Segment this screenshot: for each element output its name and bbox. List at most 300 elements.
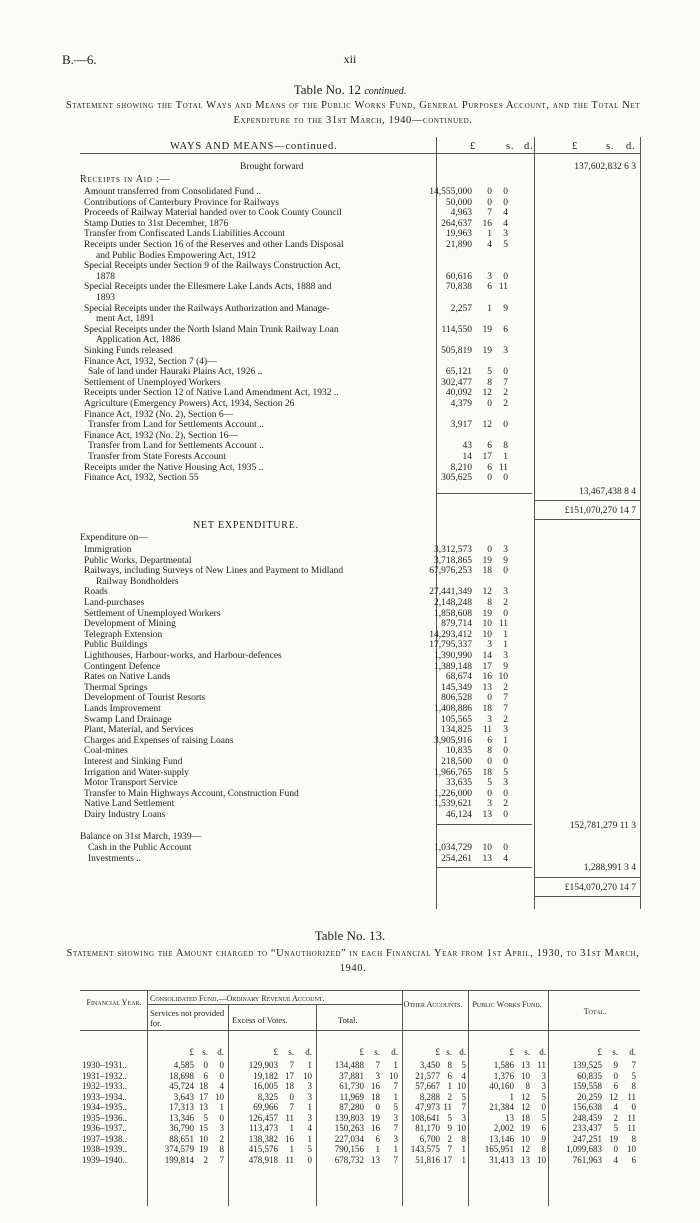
t13-cell: 17 <box>443 1154 452 1165</box>
t13-unit: d. <box>539 1047 546 1057</box>
t13-cell: 1 <box>393 1091 398 1102</box>
row-shillings: 8 <box>487 746 492 757</box>
t13-cell: 134,488 <box>334 1060 364 1070</box>
t13-cell: 4 <box>613 1102 618 1112</box>
t13-cell: 1 <box>307 1102 312 1112</box>
row-shillings: 4 <box>487 240 492 250</box>
t13-year: 1938–1939.. <box>82 1144 127 1154</box>
t13-cell: 10 <box>457 1081 466 1091</box>
t13-cell: 2 <box>203 1154 208 1165</box>
row-pounds: 68,674 <box>445 672 472 683</box>
table-row <box>0 1122 700 1133</box>
row-pounds: 1,858,608 <box>434 608 472 619</box>
net-total-rule <box>534 877 640 878</box>
t13-cell: 17 <box>285 1070 294 1081</box>
row-shillings: 6 <box>487 462 492 473</box>
t13-cell: 6 <box>447 1070 452 1081</box>
col-s-1: s. <box>506 141 515 152</box>
row-pounds: 1,539,621 <box>434 799 472 810</box>
t13-cell: 8,288 <box>419 1091 440 1102</box>
t13-units-row <box>0 1046 700 1058</box>
t13-cell: 5 <box>203 1112 208 1123</box>
t13-cell: 51,816 <box>415 1154 440 1165</box>
row-pence: 0 <box>503 197 508 208</box>
row-pence: 11 <box>498 462 508 473</box>
t13-unit: £ <box>597 1047 602 1057</box>
col-s-2: s. <box>606 141 615 152</box>
row-label: Transfer from Confiscated Lands Liabilities Account <box>84 229 285 240</box>
table-12-title <box>0 82 700 98</box>
t13-year: 1934–1935.. <box>82 1102 127 1112</box>
t13-head-consolidated: Consolidated Fund.—Ordinary Revenue Account. <box>150 994 325 1003</box>
t13-cell: 4 <box>461 1070 466 1081</box>
t13-cell: 16 <box>371 1081 380 1091</box>
t13-header-bottom-rule <box>80 1030 640 1031</box>
row-label: Settlement of Unemployed Workers <box>84 377 221 388</box>
brought-forward-row <box>80 161 640 173</box>
t13-cell: 3 <box>307 1091 312 1102</box>
row-pence: 3 <box>503 346 508 356</box>
row-shillings: 0 <box>487 197 492 208</box>
t13-cell: 139,803 <box>334 1112 364 1123</box>
row-pounds: 114,550 <box>441 324 472 335</box>
t13-cell: 0 <box>375 1102 380 1112</box>
t13-cell: 0 <box>289 1091 294 1102</box>
row-label: Coal-mines <box>84 746 128 757</box>
t13-unit: £ <box>273 1047 278 1057</box>
t13-cell: 0 <box>219 1112 224 1123</box>
row-label: Land-purchases <box>84 598 145 608</box>
row-pounds: 67,976,253 <box>429 566 472 577</box>
row-pounds: 4,379 <box>450 399 472 409</box>
row-pounds: 2,257 <box>450 303 472 314</box>
t13-cell: 3,450 <box>419 1060 440 1070</box>
page-number: xii <box>343 52 357 66</box>
t13-head-services: Services not provided for. <box>150 1008 225 1028</box>
t13-year: 1935–1936.. <box>82 1112 127 1123</box>
t13-cell: 6 <box>375 1133 380 1144</box>
t13-cell: 165,951 <box>484 1144 514 1154</box>
t13-cell: 3 <box>307 1112 312 1123</box>
t13-cell: 139,525 <box>572 1060 602 1070</box>
t13-head-fy: Financial Year. <box>86 998 142 1007</box>
t13-cell: 0 <box>541 1102 546 1112</box>
row-pence: 0 <box>503 608 508 619</box>
t13-cell: 3 <box>219 1123 224 1133</box>
table-row <box>0 1143 700 1154</box>
row-label: Receipts under the Native Housing Act, 1935 .. <box>84 462 264 473</box>
row-pounds: 14 <box>462 452 472 462</box>
balance-total-row <box>80 862 640 874</box>
row-shillings: 18 <box>482 566 492 577</box>
row-shillings: 6 <box>487 735 492 746</box>
row-pence: 0 <box>503 473 508 484</box>
row-label: Transfer to Main Highways Account, Construction Fund <box>84 788 299 799</box>
table-row <box>0 1133 700 1144</box>
t13-unit: s. <box>524 1047 530 1057</box>
t13-cell: 129,903 <box>248 1060 278 1070</box>
table-row <box>0 1091 700 1102</box>
row-pence: 1 <box>503 640 508 651</box>
t13-cell: 19 <box>199 1144 208 1154</box>
row-pence: 11 <box>498 282 508 293</box>
t13-head-other: Other Accounts. <box>403 1000 463 1009</box>
row-label: Railways, including Surveys of New Lines and Payment to Midland <box>84 566 344 577</box>
t13-cell: 126,457 <box>248 1112 278 1123</box>
t13-cell: 18 <box>521 1112 530 1123</box>
table-row <box>0 1112 700 1123</box>
t13-cell: 5 <box>461 1060 466 1070</box>
t13-cell: 233,437 <box>572 1123 602 1133</box>
t13-cell: 87,280 <box>339 1102 364 1112</box>
t13-cell: 2 <box>447 1133 452 1144</box>
t13-cell: 1 <box>307 1060 312 1070</box>
row-label: Sinking Funds released <box>84 346 173 356</box>
t13-cell: 1 <box>219 1102 224 1112</box>
t13-cell: 0 <box>613 1144 618 1154</box>
row-pounds: 14,555,000 <box>429 187 472 197</box>
t13-cell: 45,724 <box>169 1081 194 1091</box>
row-pence: 0 <box>503 187 508 197</box>
t13-cell: 1 <box>393 1060 398 1070</box>
t13-cell: 8,325 <box>257 1091 278 1102</box>
t13-cell: 2 <box>219 1133 224 1144</box>
t13-cell: 6,700 <box>419 1133 440 1144</box>
row-shillings: 3 <box>487 799 492 810</box>
t13-cell: 3 <box>375 1070 380 1081</box>
expenditure-heading: Expenditure on— <box>80 533 148 543</box>
ways-total-double-rule <box>534 519 640 520</box>
t13-cell: 36,790 <box>169 1123 194 1133</box>
row-pence: 3 <box>503 778 508 789</box>
t13-cell: 16 <box>285 1133 294 1144</box>
row-label: Transfer from State Forests Account <box>88 452 226 462</box>
t13-cell: 3,643 <box>173 1091 194 1102</box>
row-shillings: 12 <box>482 420 492 431</box>
t13-cell: 13 <box>371 1154 380 1165</box>
row-shillings: 3 <box>487 714 492 725</box>
table-row <box>0 1080 700 1091</box>
row-shillings: 8 <box>487 598 492 608</box>
t13-unit: d. <box>629 1047 636 1057</box>
t13-cell: 18,698 <box>169 1070 194 1081</box>
row-pounds: 70,838 <box>445 282 472 293</box>
t13-unit: £ <box>435 1047 440 1057</box>
t13-cell: 150,263 <box>334 1123 364 1133</box>
t13-unit: s. <box>374 1047 380 1057</box>
row-label: Transfer from Land for Settlements Account .. <box>88 420 264 431</box>
t13-cell: 8 <box>541 1144 546 1154</box>
row-label: ment Act, 1891 <box>96 314 155 325</box>
t13-cell: 10 <box>389 1070 398 1081</box>
row-label: Swamp Land Drainage <box>84 714 172 725</box>
row-shillings: 7 <box>487 208 492 219</box>
row-label: Receipts under Section 16 of the Reserves and other Lands Disposal <box>84 240 344 250</box>
row-label: Dairy Industry Loans <box>84 810 166 820</box>
t13-year: 1932–1933.. <box>82 1081 127 1091</box>
t13-cell: 9 <box>541 1133 546 1144</box>
net-grand-total-row <box>80 882 640 894</box>
rule-right <box>640 137 641 909</box>
t13-cell: 1 <box>393 1144 398 1154</box>
row-shillings: 10 <box>482 619 492 630</box>
row-label: Finance Act, 1932 (No. 2), Section 6— <box>84 409 234 420</box>
t13-cell: 10 <box>199 1133 208 1144</box>
t13-cell: 11,969 <box>339 1091 364 1102</box>
row-pounds: 302,477 <box>441 377 472 388</box>
receipts-heading: Receipts in Aid :— <box>80 174 171 185</box>
row-pounds: 264,637 <box>441 218 472 229</box>
row-label: Immigration <box>84 545 132 555</box>
t13-cell: 19 <box>371 1112 380 1123</box>
t13-head-grand: Total. <box>583 1007 607 1016</box>
table-row <box>80 472 640 484</box>
row-pence: 0 <box>503 367 508 378</box>
row-pounds: 1,966,765 <box>434 767 472 778</box>
row-shillings: 13 <box>482 853 492 864</box>
t13-cell: 17 <box>199 1091 208 1102</box>
t13-cell: 88,651 <box>169 1133 194 1144</box>
t13-cell: 1 <box>461 1144 466 1154</box>
t13-cell: 2,002 <box>493 1123 514 1133</box>
t13-cell: 6 <box>613 1081 618 1091</box>
t13-cell: 156,638 <box>572 1102 602 1112</box>
row-shillings: 0 <box>487 757 492 767</box>
row-label: Finance Act, 1932, Section 7 (4)— <box>84 356 217 367</box>
t13-cell: 3 <box>541 1081 546 1091</box>
row-pence: 11 <box>498 619 508 630</box>
row-pence: 2 <box>503 598 508 608</box>
row-shillings: 6 <box>487 441 492 452</box>
t13-cell: 13 <box>505 1112 514 1123</box>
row-label: Cash in the Public Account <box>88 843 192 853</box>
t13-cell: 13 <box>521 1060 530 1070</box>
row-pounds: 10,835 <box>445 746 472 757</box>
t13-cell: 9 <box>613 1060 618 1070</box>
t13-cell: 10 <box>303 1070 312 1081</box>
t13-cell: 5 <box>613 1123 618 1133</box>
t13-cell: 13,146 <box>489 1133 514 1144</box>
t13-cell: 7 <box>393 1154 398 1165</box>
t13-cell: 60,835 <box>577 1070 602 1081</box>
row-pounds: 879,714 <box>441 619 472 630</box>
row-label: Thermal Springs <box>84 682 148 693</box>
row-pence: 2 <box>503 682 508 693</box>
t13-cell: 143,575 <box>410 1144 440 1154</box>
row-label: Railway Bondholders <box>96 576 179 587</box>
balance-heading: Balance on 31st March, 1939— <box>80 832 202 842</box>
col-pound-2: £ <box>572 141 579 152</box>
t13-cell: 8 <box>219 1144 224 1154</box>
t13-unit: £ <box>359 1047 364 1057</box>
t13-cell: 227,034 <box>334 1133 364 1144</box>
t13-cell: 6 <box>631 1154 636 1165</box>
row-label: Public Works, Departmental <box>84 555 192 566</box>
t13-cell: 6 <box>541 1123 546 1133</box>
t13-cell: 2 <box>613 1112 618 1123</box>
t13-cell: 3 <box>307 1081 312 1091</box>
row-shillings: 19 <box>482 324 492 335</box>
t13-cell: 4 <box>613 1154 618 1165</box>
row-pounds: 50,000 <box>445 197 472 208</box>
row-shillings: 0 <box>487 788 492 799</box>
row-pence: 1 <box>503 629 508 640</box>
row-pounds: 8,210 <box>450 462 472 473</box>
row-shillings: 0 <box>487 545 492 555</box>
row-shillings: 19 <box>482 608 492 619</box>
t13-cell: 0 <box>307 1154 312 1165</box>
row-label: Plant, Material, and Services <box>84 725 194 736</box>
row-shillings: 6 <box>487 282 492 293</box>
row-pounds: 65,121 <box>445 367 472 378</box>
t13-cell: 5 <box>461 1091 466 1102</box>
t13-cell: 7 <box>289 1060 294 1070</box>
row-pounds: 1,408,886 <box>434 704 472 714</box>
t13-cell: 8 <box>447 1060 452 1070</box>
row-pounds: 43 <box>462 441 472 452</box>
t13-sub-rule <box>148 1004 402 1005</box>
row-shillings: 16 <box>482 672 492 683</box>
row-label: Investments .. <box>88 853 142 864</box>
t13-cell: 11 <box>627 1112 636 1123</box>
t13-cell: 8 <box>631 1133 636 1144</box>
t13-cell: 7 <box>393 1123 398 1133</box>
t13-cell: 415,576 <box>248 1144 278 1154</box>
t13-cell: 159,558 <box>572 1081 602 1091</box>
t13-cell: 7 <box>219 1154 224 1165</box>
row-label: Special Receipts under Section 9 of the Railways Construction Act, <box>84 261 341 272</box>
row-pence: 5 <box>503 767 508 778</box>
t13-cell: 11 <box>537 1060 546 1070</box>
row-pence: 0 <box>503 757 508 767</box>
t13-head-total: Total. <box>338 1015 358 1025</box>
t13-cell: 7 <box>447 1144 452 1154</box>
row-label: Roads <box>84 587 108 598</box>
t13-cell: 13 <box>199 1102 208 1112</box>
t13-cell: 10 <box>521 1070 530 1081</box>
row-pence: 8 <box>503 441 508 452</box>
expenditure-heading-row <box>80 532 640 544</box>
row-pence: 3 <box>503 651 508 661</box>
receipts-total: 13,467,438 8 4 <box>579 487 636 497</box>
row-shillings: 3 <box>487 640 492 651</box>
table-12-title-text: Table No. 12 <box>293 82 362 97</box>
row-shillings: 13 <box>482 810 492 820</box>
row-pence: 4 <box>503 208 508 219</box>
row-label: Proceeds of Railway Material handed over to Cook County Council <box>84 208 342 219</box>
t13-cell: 21,577 <box>415 1070 440 1081</box>
t13-cell: 10 <box>215 1091 224 1102</box>
row-pence: 2 <box>503 714 508 725</box>
balance-total: 1,288,991 3 4 <box>583 863 636 873</box>
t13-cell: 13,346 <box>169 1112 194 1123</box>
row-shillings: 5 <box>487 778 492 789</box>
col-pound-1: £ <box>470 141 477 152</box>
t13-year: 1936–1937.. <box>82 1123 127 1133</box>
ways-grand-total-row <box>80 505 640 517</box>
t13-cell: 113,473 <box>249 1123 278 1133</box>
t13-cell: 1 <box>289 1123 294 1133</box>
t13-cell: 7 <box>461 1102 466 1112</box>
t13-unit: £ <box>189 1047 194 1057</box>
row-shillings: 14 <box>482 651 492 661</box>
t13-year: 1937–1938.. <box>82 1133 127 1144</box>
t13-cell: 10 <box>627 1144 636 1154</box>
t13-cell: 1,586 <box>493 1060 514 1070</box>
t13-cell: 5 <box>541 1112 546 1123</box>
t13-head-excess: Excess of Votes. <box>232 1015 288 1025</box>
row-label: Special Receipts under the Ellesmere Lake Lands Acts, 1888 and <box>84 282 332 293</box>
t13-cell: 13 <box>521 1154 530 1165</box>
row-shillings: 10 <box>482 629 492 640</box>
t13-cell: 374,579 <box>164 1144 194 1154</box>
t13-year: 1933–1934.. <box>82 1091 127 1102</box>
row-label: Lands Improvement <box>84 704 161 714</box>
row-pounds: 14,293,412 <box>429 629 472 640</box>
t13-cell: 678,732 <box>334 1154 364 1165</box>
row-shillings: 11 <box>482 725 492 736</box>
t13-cell: 1 <box>447 1081 452 1091</box>
row-pence: 4 <box>503 853 508 864</box>
row-pence: 1 <box>503 452 508 462</box>
t13-unit: d. <box>391 1047 398 1057</box>
row-pence: 0 <box>503 420 508 431</box>
t13-cell: 1 <box>307 1133 312 1144</box>
t13-cell: 4 <box>219 1081 224 1091</box>
row-shillings: 18 <box>482 767 492 778</box>
t13-cell: 21,384 <box>489 1102 514 1112</box>
row-pounds: 46,124 <box>445 810 472 820</box>
row-pounds: 2,148,248 <box>434 598 472 608</box>
t13-cell: 16 <box>371 1123 380 1133</box>
table-13-title: Table No. 13. <box>314 928 386 943</box>
row-shillings: 0 <box>487 693 492 704</box>
t13-cell: 6 <box>203 1070 208 1081</box>
row-pence: 3 <box>503 229 508 240</box>
expenditure-total: 152,781,279 11 3 <box>569 821 636 831</box>
net-grand-total: £154,070,270 14 7 <box>564 883 636 893</box>
t13-cell: 8 <box>461 1133 466 1144</box>
t13-cell: 5 <box>541 1091 546 1102</box>
t13-cell: 12 <box>521 1144 530 1154</box>
t13-unit: £ <box>509 1047 514 1057</box>
t13-cell: 15 <box>199 1123 208 1133</box>
table-13-subtitle: Statement showing the Amount charged to “Unauthorized” in each Financial Year from 1st April, 1930, to 31st March, 1940. <box>66 948 640 974</box>
row-label: Motor Transport Service <box>84 778 178 789</box>
table-row <box>0 1070 700 1081</box>
row-pounds: 60,616 <box>445 271 472 282</box>
row-shillings: 1 <box>487 303 492 314</box>
row-pence: 9 <box>503 661 508 672</box>
t13-cell: 3 <box>393 1112 398 1123</box>
row-shillings: 17 <box>482 452 492 462</box>
ways-grand-total: £151,070,270 14 7 <box>564 506 636 516</box>
brought-forward-value: 137,602,832 6 3 <box>574 162 636 172</box>
row-pounds: 1,226,000 <box>434 788 472 799</box>
t13-cell: 247,251 <box>572 1133 602 1144</box>
t13-cell: 19 <box>609 1133 618 1144</box>
t13-cell: 5 <box>307 1144 312 1154</box>
row-pence: 0 <box>503 810 508 820</box>
t13-cell: 9 <box>447 1123 452 1133</box>
row-label: Application Act, 1886 <box>96 335 181 346</box>
row-pounds: 19,963 <box>445 229 472 240</box>
row-pence: 0 <box>503 843 508 853</box>
row-label: Transfer from Land for Settlements Account .. <box>88 441 264 452</box>
row-label: Native Land Settlement <box>84 799 175 810</box>
t13-cell: 61,730 <box>339 1081 364 1091</box>
t13-cell: 1 <box>509 1091 514 1102</box>
